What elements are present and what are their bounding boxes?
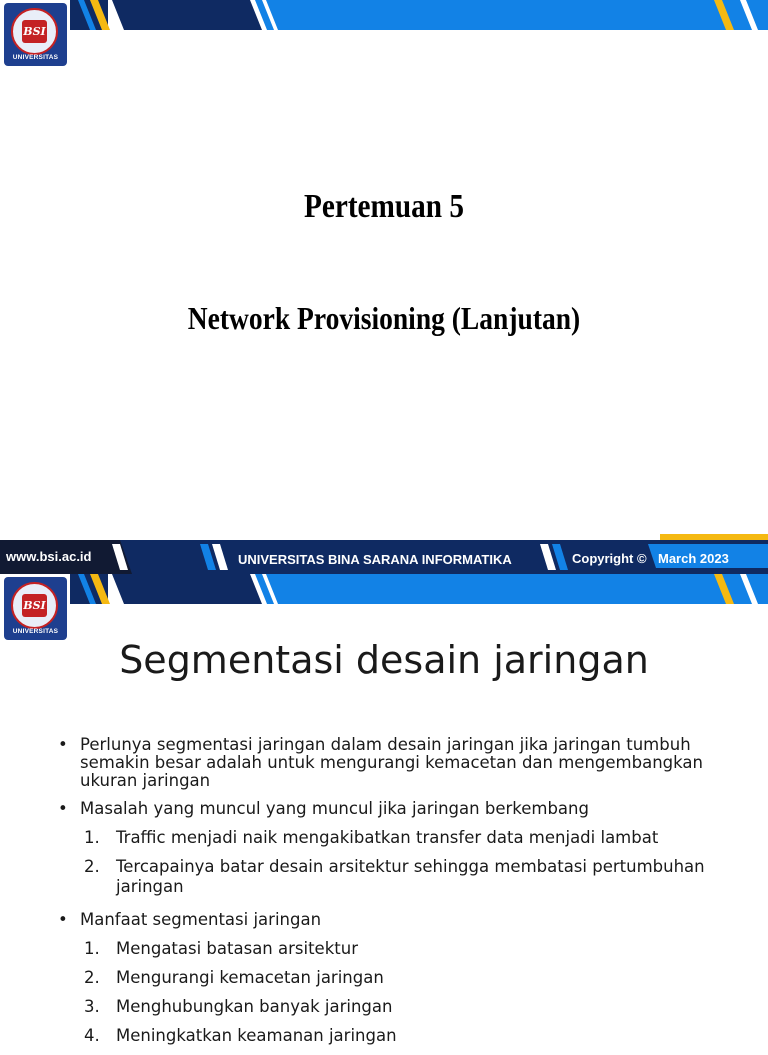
slide-title: Segmentasi desain jaringan — [119, 638, 649, 682]
bullet-item — [58, 800, 758, 818]
logo-seal — [11, 582, 58, 629]
slide-2 — [0, 574, 768, 1045]
bullet-text: Perlunya segmentasi jaringan dalam desain jaringan jika jaringan tumbuh semakin besar adalah untuk mengurangi kemacetan dan mengembangkan ukuran jaringan — [80, 735, 703, 790]
bullet-item — [58, 911, 758, 929]
footer-date: March 2023 — [658, 551, 729, 566]
item-number: 1. — [84, 828, 100, 847]
bullet-text: Masalah yang muncul yang muncul jika jaringan berkembang — [80, 799, 589, 818]
item-text: Mengatasi batasan arsitektur — [116, 939, 358, 958]
slide-subtitle: Network Provisioning (Lanjutan) — [187, 300, 581, 336]
item-number: 4. — [84, 1026, 100, 1045]
numbered-item — [58, 997, 758, 1017]
logo-mark: BSI — [22, 594, 47, 617]
item-number: 1. — [84, 939, 100, 958]
bullet-text: Manfaat segmentasi jaringan — [80, 910, 322, 929]
logo-seal — [11, 8, 58, 55]
item-text: Traffic menjadi naik mengakibatkan transfer data menjadi lambat — [116, 828, 659, 847]
numbered-item — [58, 828, 758, 848]
university-logo — [4, 577, 67, 640]
item-text: Mengurangi kemacetan jaringan — [116, 968, 384, 987]
footer-university: UNIVERSITAS BINA SARANA INFORMATIKA — [238, 552, 512, 567]
logo-mark: BSI — [22, 20, 47, 43]
bullet-icon: • — [58, 799, 68, 818]
logo-text: UNIVERSITAS — [12, 628, 59, 635]
top-band — [0, 0, 768, 30]
item-text: Meningkatkan keamanan jaringan — [116, 1026, 397, 1045]
numbered-item — [58, 857, 758, 897]
numbered-item — [58, 939, 758, 959]
numbered-item — [58, 968, 758, 988]
bullet-item — [58, 736, 758, 790]
footer — [0, 534, 768, 574]
bullet-icon: • — [58, 910, 68, 929]
slide-title: Pertemuan 5 — [304, 188, 464, 225]
logo-text: UNIVERSITAS — [12, 54, 59, 61]
top-band — [0, 574, 768, 604]
footer-url[interactable]: www.bsi.ac.id — [6, 549, 92, 564]
item-number: 2. — [84, 857, 100, 876]
item-number: 2. — [84, 968, 100, 987]
footer-copyright: Copyright © — [572, 551, 647, 566]
item-number: 3. — [84, 997, 100, 1016]
slide-content — [58, 736, 758, 1055]
bullet-icon: • — [58, 735, 68, 754]
university-logo — [4, 3, 67, 66]
item-text: Menghubungkan banyak jaringan — [116, 997, 393, 1016]
item-text: Tercapainya batar desain arsitektur sehingga membatasi pertumbuhan jaringan — [116, 857, 705, 896]
numbered-item — [58, 1026, 758, 1046]
